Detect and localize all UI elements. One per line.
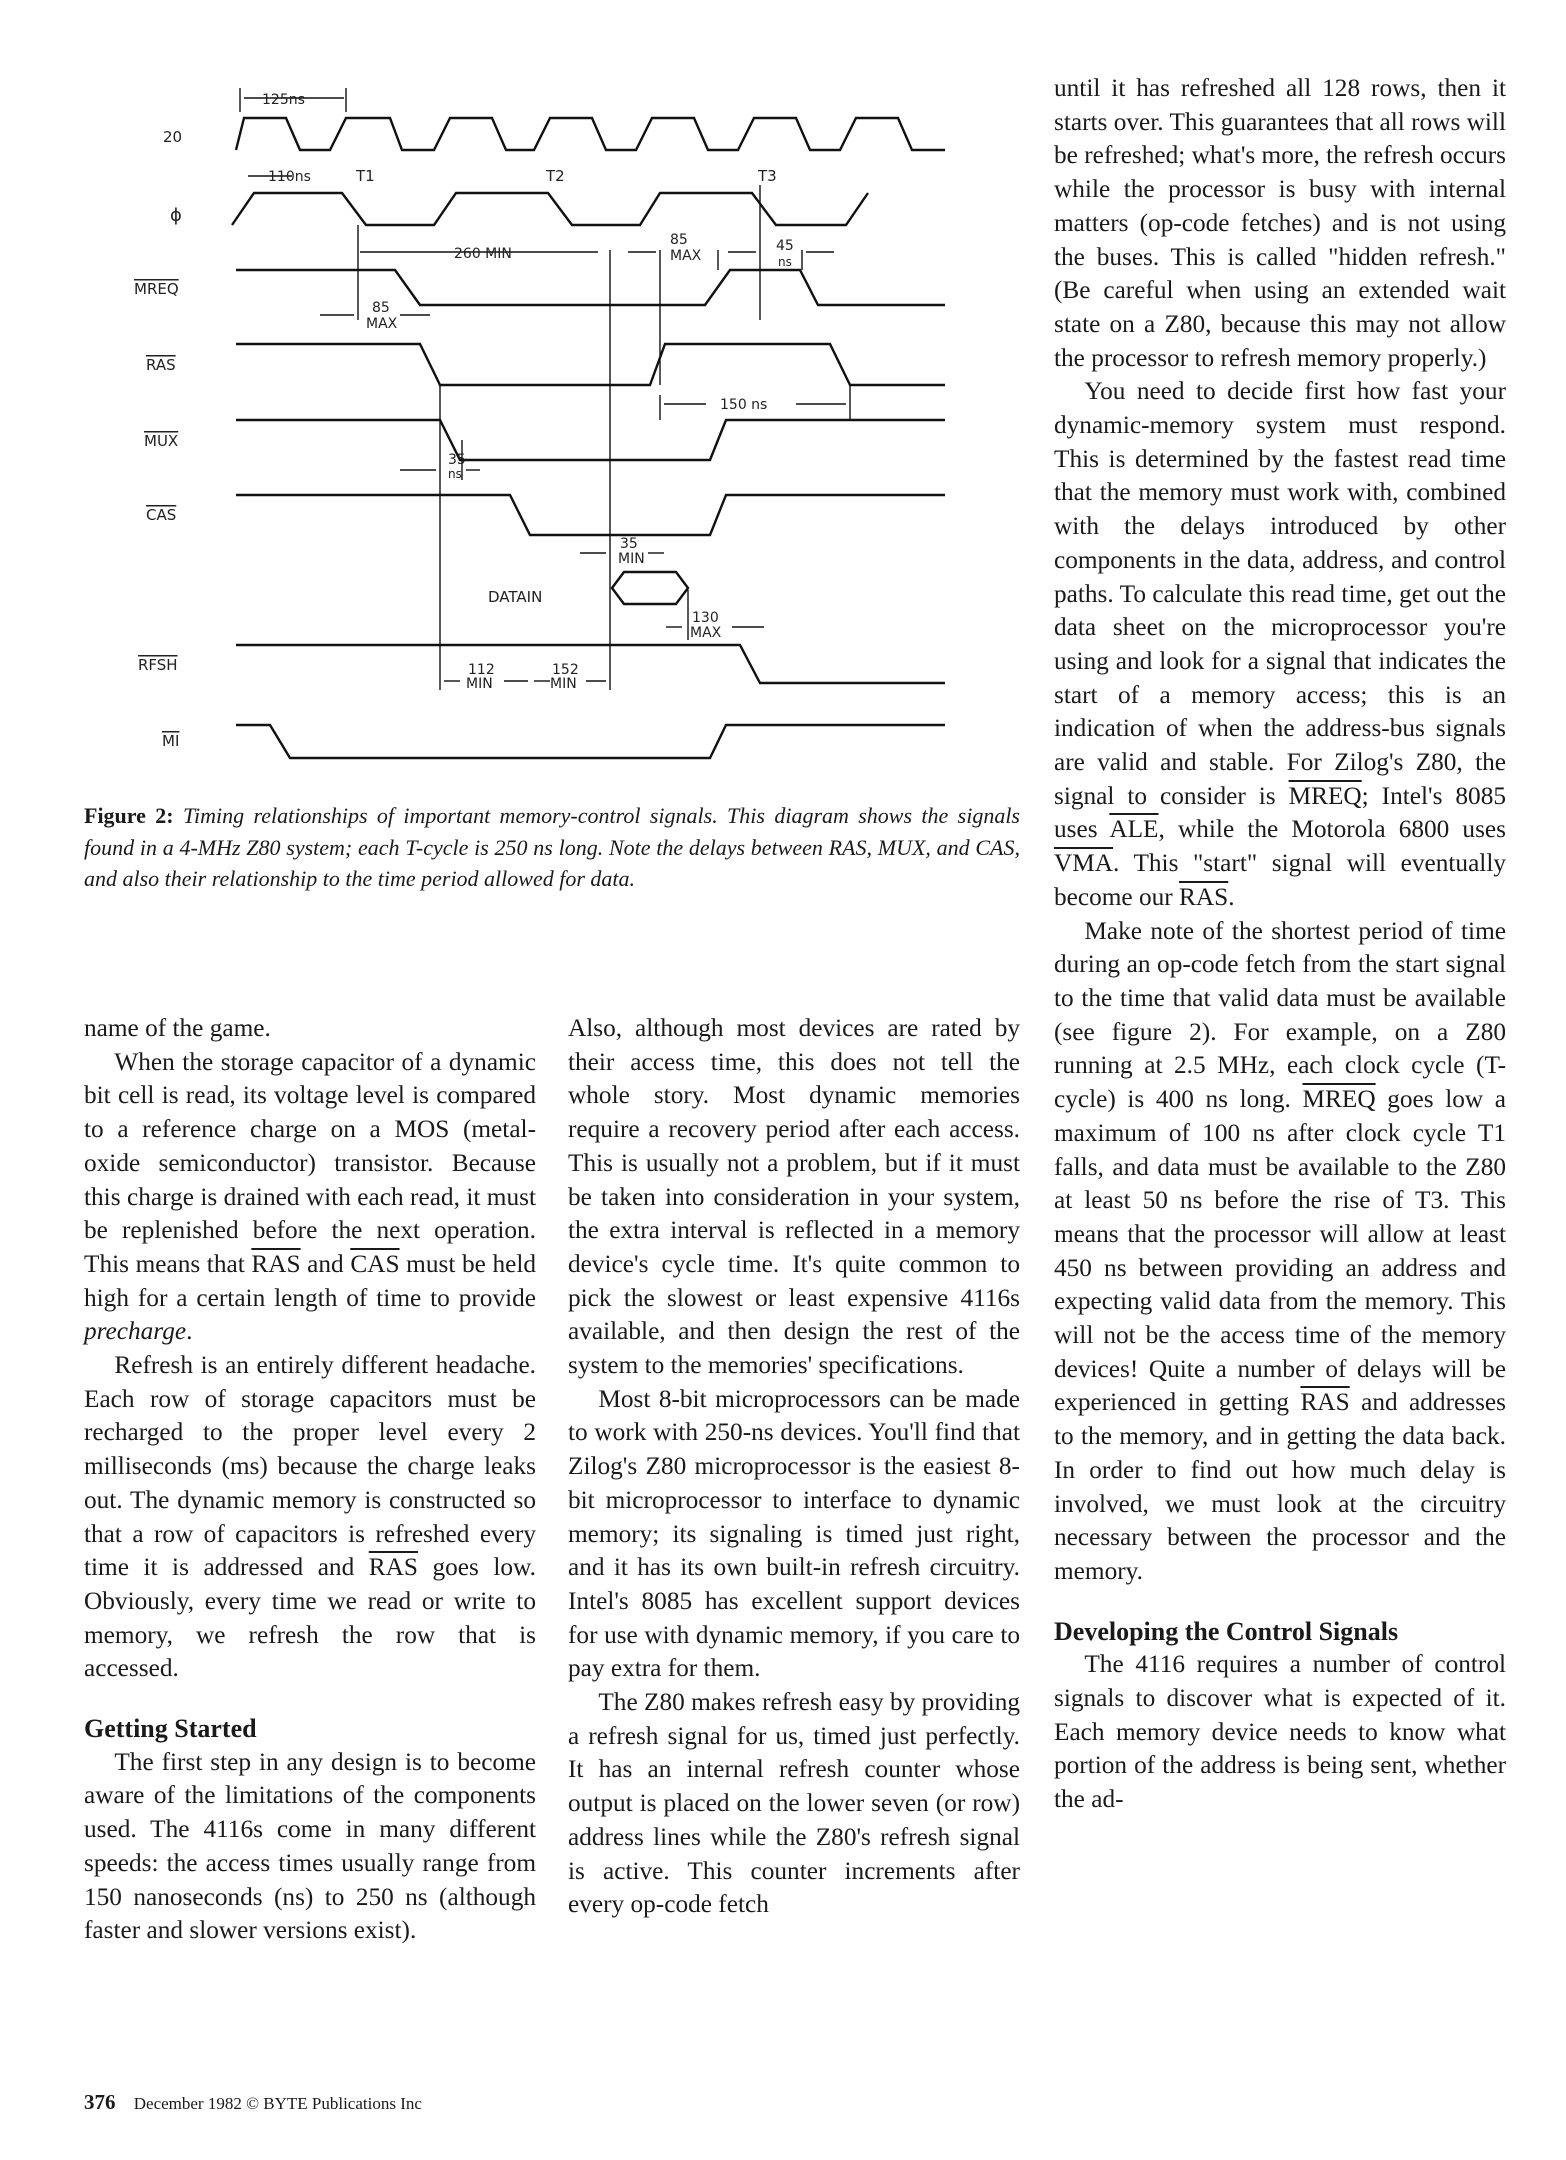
timing-35-min: 35 [620,536,638,552]
figure-caption-label: Figure 2: [84,803,174,828]
page-number: 376 [84,2090,116,2114]
signal-label-ras: RAS [146,356,176,374]
ras-signal: $\overline{RAS}$ [1179,882,1229,911]
paragraph: The first step in any design is to become aware of the limitations of the components used. The 4116s come in many different speeds: the access times usually range from 150 nanoseconds (ns) to 250 ns (although faster and slower versions exist). [84,1747,536,1945]
mreq-signal: MREQ [1288,781,1362,810]
timing-min-a: MIN [618,551,645,567]
timing-min-b: MIN [466,676,493,692]
signal-label-cas: CAS [146,506,177,524]
timing-35: 35 [448,452,466,468]
timing-85-b: 85 [670,232,688,248]
signal-label-mi: MI [162,732,180,750]
page-footer [84,2090,422,2115]
timing-260min: 260 MIN [454,246,512,262]
cycle-label-t2: T2 [546,167,565,185]
paragraph: The Z80 makes refresh easy by providing a refresh signal for us, timed just perfectly. It has an internal refresh counter whose output is placed on the lower seven (or row) address lines while the Z80's refresh signal is active. This counter increments after every op-code fetch [568,1688,1020,1919]
signal-label-20: 20 [163,128,183,146]
figure-caption [84,800,1020,895]
timing-ns-b: ns [448,467,462,481]
timing-152: 152 [552,662,579,678]
cas-waveform [236,495,945,535]
timing-130: 130 [692,610,719,626]
paragraph: You need to decide first how fast your dynamic-memory system must respond. This is determined by the fastest read time that the memory must work with, combined with the delays introduced by other components in the data, address, and control paths. To calculate this read time, get out the data sheet on the microprocessor you're using and look for a signal that indicates the start of a memory access; this is an indication of when the address-bus signals are valid and stable. For Zilog's Z80, the signal to consider is MREQ; Intel's 8085 uses $\overline{ALE}$, while the Motorola 6800 uses $\overline{VMA}$. This "start" signal will eventually become our $\overline{RAS}$. [1054,377,1507,911]
paragraph: until it has refreshed all 128 rows, then it starts over. This guarantees that all rows will be refreshed; what's more, the refresh occurs while the processor is busy with internal matters (op-code fetches) and is not using the buses. This is called "hidden refresh." (Be careful when using an extended wait state on a Z80, because this may not allow the processor to refresh memory properly.) [1054,74,1506,372]
paragraph: When the storage capacitor of a dynamic bit cell is read, its voltage level is compared to a reference charge on a MOS (metal-oxide semiconductor) transistor. Because this charge is drained with each read, it must be replenished before the next operation. This means that $\overline{RAS}$ and $\overline{CAS}$ must be held high for a certain length of time to provide precharge. [84,1047,536,1346]
vma-signal: $\overline{VMA}$ [1054,849,1114,878]
timing-85-max: 85 [372,300,390,316]
signal-label-rfsh: RFSH [138,656,178,674]
cycle-label-t3: T3 [758,167,777,185]
timing-diagram [0,0,1000,780]
datain-waveform [612,572,688,604]
timing-max-a: MAX [366,316,398,332]
mi-waveform [236,725,945,758]
phi-waveform [232,193,868,225]
ras-waveform [236,344,945,385]
timing-max-b: MAX [670,248,702,264]
mreq-waveform [236,270,945,305]
figure-caption-text: Timing relationships of important memory-control signals. This diagram shows the signals found in a 4-MHz Z80 system; each T-cycle is 250 ns long. Note the delays between RAS, MUX, and CAS, and also their relationship to the time period allowed for data. [84,803,1020,891]
rfsh-waveform [236,645,945,683]
timing-ns-a: ns [778,255,792,269]
ras-signal: $\overline{RAS}$ [251,1249,301,1278]
timing-125ns: 125ns [262,92,305,108]
paragraph: Most 8-bit microprocessors can be made to work with 250-ns devices. You'll find that Zilog's Z80 microprocessor is the easiest 8-bit microprocessor to interface to dynamic memory; its signaling is timed just right, and it has its own built-in refresh circuitry. Intel's 8085 has excellent support devices for use with dynamic memory, if you care to pay extra for them. [568,1384,1020,1683]
section-heading-getting-started: Getting Started [84,1714,257,1744]
ras-signal: $\overline{RAS}$ [368,1553,418,1582]
emphasis: precharge [84,1317,187,1346]
text-column-2 [568,1012,1020,1922]
text-column-1 [84,1012,536,1948]
publication-credit: December 1982 © BYTE Publications Inc [133,2094,422,2113]
timing-max-c: MAX [690,625,722,641]
paragraph: The 4116 requires a number of control signals to discover what is expected of it. Each memory device needs to know what portion of the address is being sent, whether the ad- [1054,1650,1506,1814]
paragraph: Make note of the shortest period of time during an op-code fetch from the start signal to the time that valid data must be available (see figure 2). For example, on a Z80 running at 2.5 MHz, each clock cycle (T-cycle) is 400 ns long. MREQ goes low a maximum of 100 ns after clock cycle T1 falls, and data must be available to the Z80 at least 50 ns before the rise of T3. This means that the processor will allow at least 450 ns between providing an address and expecting valid data from the memory. This will not be the access time of the memory devices! Quite a number of delays will be experienced in getting $\overline{RAS}$ and addresses to the memory, and in getting the data back. In order to find out how much delay is involved, we must look at the circuitry necessary between the processor and the memory. [1054,916,1506,1585]
timing-110ns: 110ns [268,169,311,185]
mreq-signal: MREQ [1302,1085,1376,1114]
signal-label-phi: ϕ [170,205,182,226]
timing-min-c: MIN [550,676,577,692]
signal-label-mreq: MREQ [134,280,179,298]
signal-label-mux: MUX [144,432,179,450]
mux-waveform [236,420,945,460]
cas-signal: $\overline{CAS}$ [350,1249,400,1278]
timing-150ns: 150 ns [720,397,768,413]
section-heading-developing-control-signals: Developing the Control Signals [1054,1616,1399,1646]
paragraph: Also, although most devices are rated by their access time, this does not tell the whole story. Most dynamic memories require a recovery period after each access. This is usually not a problem, but if it must be taken into consideration in your system, the extra interval is reflected in a memory device's cycle time. It's quite common to pick the slowest or least expensive 4116s available, and then design the rest of the system to the memories' specifications. [568,1014,1020,1380]
text-column-3 [1054,72,1506,1817]
paragraph: name of the game. [84,1014,271,1042]
paragraph: Refresh is an entirely different headache. Each row of storage capacitors must be recharged to the proper level every 2 milliseconds (ms) because the charge leaks out. The dynamic memory is constructed so that a row of capacitors is refreshed every time it is addressed and $\overline{RAS}$ goes low. Obviously, every time we read or write to memory, we refresh the row that is accessed. [84,1351,536,1683]
clock-20-waveform [236,118,945,150]
timing-112: 112 [468,662,495,678]
timing-45: 45 [776,238,794,254]
ale-signal: $\overline{ALE}$ [1109,815,1159,844]
cycle-label-t1: T1 [356,167,375,185]
ras-signal: $\overline{RAS}$ [1300,1388,1350,1417]
signal-label-datain: DATAIN [488,588,543,606]
